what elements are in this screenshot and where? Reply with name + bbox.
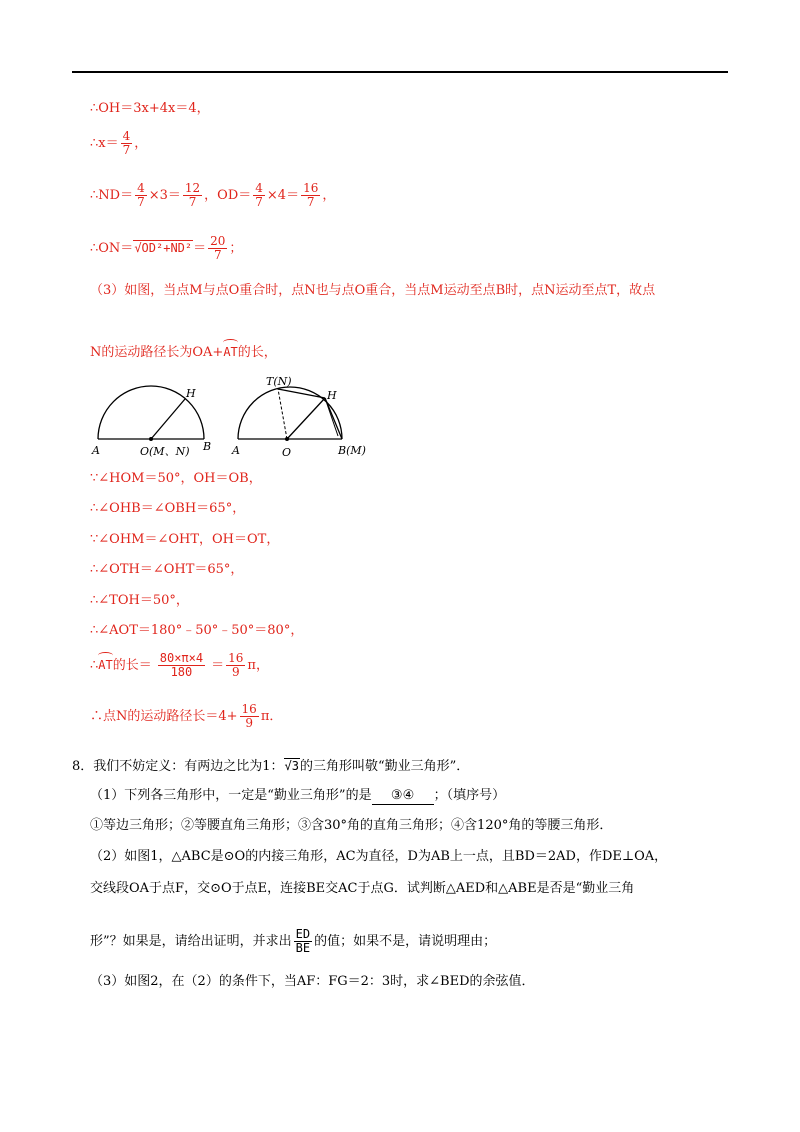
question-8-part-2-line-3: 形”？如果是，请给出证明，并求出 $\frac{ED}{BE}$ 的值；如果不是，请说明理由； bbox=[90, 927, 497, 955]
figure-1 bbox=[90, 380, 225, 460]
arc-at: AT bbox=[223, 341, 237, 360]
solution-line-10: ∴∠OTH＝∠OHT＝65°， bbox=[90, 562, 244, 577]
fraction: $\frac{4}{7}$ bbox=[122, 129, 131, 157]
point-label-h: H bbox=[327, 389, 337, 402]
point-label-b: B bbox=[203, 440, 212, 453]
answer-blank: ③④ bbox=[372, 788, 434, 805]
point-label-h: H bbox=[186, 387, 196, 400]
solution-line-12: ∴∠AOT＝180°﹣50°﹣50°＝80°， bbox=[90, 623, 304, 638]
solution-line-14: ∴点N的运动路径长＝4+ $\frac{16}{9}$ π． bbox=[90, 702, 283, 730]
solution-line-11: ∴∠TOH＝50°， bbox=[90, 593, 189, 608]
question-8-part-3: （3）如图2，在（2）的条件下，当AF：FG＝2：3时，求∠BED的余弦值． bbox=[90, 974, 535, 989]
point-label-t: T(N) bbox=[266, 375, 292, 388]
point-label-b: B(M) bbox=[338, 444, 366, 457]
solution-line-3: ∴ND＝ $\frac{4}{7}$ ×3＝ $\frac{12}{7}$ ，OD＝ $\frac{4}{7}$ ×4＝ $\frac{16}{7}$ ， bbox=[90, 181, 336, 209]
solution-line-8: ∴∠OHB＝∠OBH＝65°， bbox=[90, 501, 246, 516]
point-label-o: O bbox=[282, 446, 292, 459]
solution-line-6: N的运动路径长为OA+AT的长， bbox=[90, 341, 277, 361]
question-8-part-2-line-1: （2）如图1，△ABC是⊙O的内接三角形，AC为直径，D为AB上一点，且BD＝2AD，作DE⊥OA， bbox=[90, 849, 668, 864]
header-rule bbox=[72, 71, 728, 73]
point-label-a: A bbox=[92, 444, 100, 457]
solution-line-7: ∵∠HOM＝50°，OH＝OB， bbox=[90, 471, 262, 486]
square-root: √3 bbox=[284, 759, 300, 773]
point-label-a: A bbox=[232, 444, 240, 457]
solution-line-9: ∵∠OHM＝∠OHT，OH＝OT， bbox=[90, 532, 280, 547]
question-8-options: ①等边三角形；②等腰直角三角形；③含30°角的直角三角形；④含120°角的等腰三角形． bbox=[90, 818, 613, 833]
solution-line-4: ∴ON＝√OD²+ND²＝ $\frac{20}{7}$ ； bbox=[90, 234, 243, 262]
solution-line-13: ∴AT的长＝ $\frac{80\times\pi\times 4}{180}$ ＝ $\frac{16}{9}$ π， bbox=[90, 651, 269, 679]
figure-2 bbox=[230, 372, 380, 462]
arc-at: AT bbox=[98, 654, 112, 673]
solution-line-2: ∴x＝ $\frac{4}{7}$ ， bbox=[90, 129, 148, 157]
solution-line-1: ∴OH＝3x+4x＝4， bbox=[90, 101, 210, 116]
square-root: √OD²+ND² bbox=[134, 241, 193, 255]
solution-line-5: （3）如图，当点M与点O重合时，点N也与点O重合，当点M运动至点B时，点N运动至点T，故点 bbox=[90, 283, 656, 298]
question-8-intro: 8．我们不妨定义：有两边之比为1：√3的三角形叫敬“勤业三角形”． bbox=[72, 759, 470, 774]
point-label-o: O(M、N) bbox=[140, 445, 190, 458]
question-8-part-1: （1）下列各三角形中，一定是“勤业三角形”的是 ③④ ；（填序号） bbox=[90, 788, 506, 803]
question-8-part-2-line-2: 交线段OA于点F，交⊙O于点E，连接BE交AC于点G．试判断△AED和△ABE是否是“勤业三角 bbox=[90, 881, 635, 896]
